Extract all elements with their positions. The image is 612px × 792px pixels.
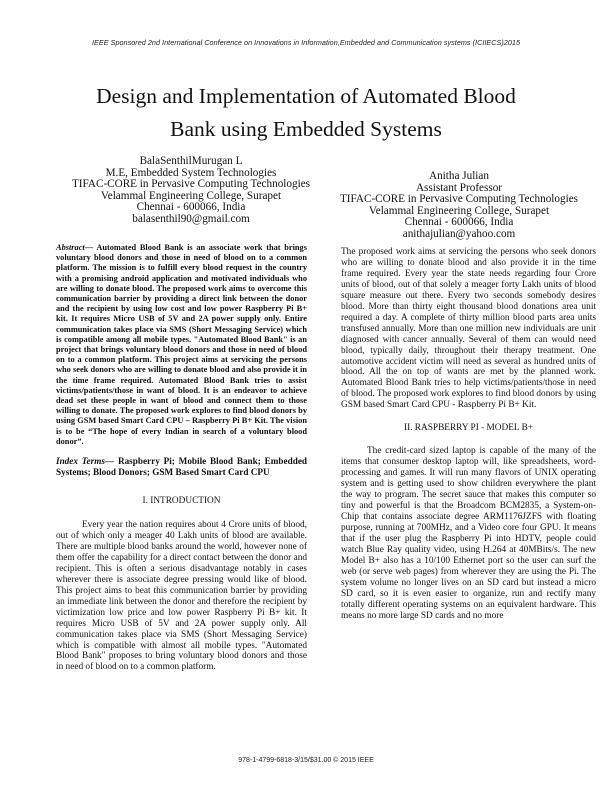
author-college: Velammal Engineering College, Surapet (100, 189, 282, 202)
title-line-1: Design and Implementation of Automated Blood (96, 84, 516, 108)
paper-title (40, 80, 572, 146)
left-column (56, 243, 307, 673)
author-email: balasenthil90@gmail.com (132, 212, 250, 225)
index-terms-label: Index Terms— (56, 456, 115, 467)
abstract-text: Automated Blood Bank is an associate work that brings voluntary blood donors and those in need of blood on to a common platform. The mission is to fulfill every blood request in the country with a promising android application and motivated individuals who are willing to donate blood. The proposed work aims to overcome this communication barrier by providing a direct link between the donor and the recipient by using low cost and low power Raspberry Pi B+ kit. It requires Micro USB of 5V and 2A power supply only. Entire communication takes place via SMS (Short Messaging Service) which is compatible among all mobile types. "Automated Blood Bank" is an project that brings voluntary blood donors and those in need of blood on to a common platform. This project aims at servicing the persons who seek donors who are willing to donate blood and also provide it in the time frame required. Automated Blood Bank tries to assist victims/patients/those in want of blood. It is an endeavor to achieve dead set these people in want of blood and connect them to those willing to donate. The proposed work explores to find blood donors by using GSM based Smart Card CPU – Raspberry Pi B+ Kit. The vision is to be “The hope of every Indian in search of a voluntary blood donor”. (56, 243, 307, 446)
author-dept: TIFAC-CORE in Pervasive Computing Technologies (71, 178, 311, 191)
author-role: M.E, Embedded System Technologies (105, 166, 277, 179)
author-block-2 (318, 171, 600, 241)
author-email: anithajulian@yahoo.com (402, 227, 516, 240)
abstract (56, 243, 307, 447)
author-city: Chennai - 600066, India (404, 216, 514, 229)
introduction-paragraph: Every year the nation requires about 4 Crore units of blood, out of which only a meager 40 Lakh units of blood are available. There are multiple blood banks around the world, however none of them offer the capability for a direct contact between the donor and recipient. This is often a serious disadvantage notably in cases wherever there is associate degree pressing would like of blood. This project aims to beat this communication barrier by providing an immediate link between the donor and therefore the recipient by victimization low price and low power Raspberry Pi B+ kit. It requires Micro USB of 5V and 2A power supply only. All communication takes place via SMS (Short Messaging Service) which is compatible with almost all mobile types. "Automated Blood Bank" proposes to bring voluntary blood donors and those in need of blood on to a common platform. (56, 520, 307, 673)
section-heading-raspberry-pi: II. RASPBERRY PI - MODEL B+ (403, 423, 534, 434)
author-role: Assistant Professor (415, 181, 503, 194)
title-line-2: Bank using Embedded Systems (170, 117, 442, 141)
index-terms (56, 456, 307, 478)
index-terms-text: Raspberry Pi; Mobile Blood Bank; Embedded Systems; Blood Donors; GSM Based Smart Card CPU (56, 456, 308, 478)
conference-header: IEEE Sponsored 2nd International Conference on Innovations in Information,Embedded and Communication systems (ICIIECS)2015 (91, 38, 520, 47)
author-college: Velammal Engineering College, Surapet (368, 204, 550, 217)
author-name: Anitha Julian (429, 170, 489, 182)
abstract-label: Abstract— (56, 243, 94, 252)
author-dept: TIFAC-CORE in Pervasive Computing Technologies (339, 193, 579, 206)
author-name: BalaSenthilMurugan L (139, 155, 243, 167)
copyright-footer: 978-1-4799-6818-3/15/$31.00 © 2015 IEEE (238, 757, 374, 764)
intro-continuation-paragraph: The proposed work aims at servicing the persons who seek donors who are willing to donate blood and also provide it in the time frame required. Every year the state needs regarding four Crore units of blood, out of that solely a meager forty Lakh units of blood square measure out there. Every two seconds somebody desires blood. More than thirty eight thousand blood donations area unit required a day. A complete of thirty million blood parts area units transfused annually. More than one million new individuals are unit diagnosed with cancer annually. Several of them can would need blood, typically daily, throughout their therapy treatment. One automotive accident victim will need as several as hundred units of blood. All the on top of wants are met by the planned work. Automated Blood Bank tries to help victims/patients/those in need of blood. The proposed work explores to find blood donors by using GSM based Smart Card CPU - Raspberry Pi B+ Kit. (341, 247, 596, 411)
right-column (341, 247, 596, 622)
raspberry-pi-paragraph: The credit-card sized laptop is capable of the many of the items that consumer desktop laptop will, like spreadsheets, word-processing and games. It will run many flavors of UNIX operating system and is getting used to show children everywhere the plant the way to program. The secret sauce that makes this computer so tiny and powerful is that the Broadcom BCM2835, a System-on-Chip that contains associate degree ARM1176JZFS with floating purpose, running at 700MHz, and a Video core four GPU. It means that if the user plug the Raspberry Pi into HDTV, people could watch Blue Ray quality video, using H.264 at 40MBits/s. The new Model B+ also has a 10/100 Ethernet port so the user can surf the web (or serve web pages) from wherever they are using the Pi. The system volume no longer lives on an SD card but instead a micro SD card, so it is even easier to organize, run and rectify many totally different operating systems on an equivalent hardware. This means no more large SD cards and no more (341, 446, 596, 621)
author-block-1 (66, 156, 316, 226)
author-city: Chennai - 600066, India (136, 201, 246, 214)
section-heading-introduction: I. INTRODUCTION (142, 496, 221, 507)
